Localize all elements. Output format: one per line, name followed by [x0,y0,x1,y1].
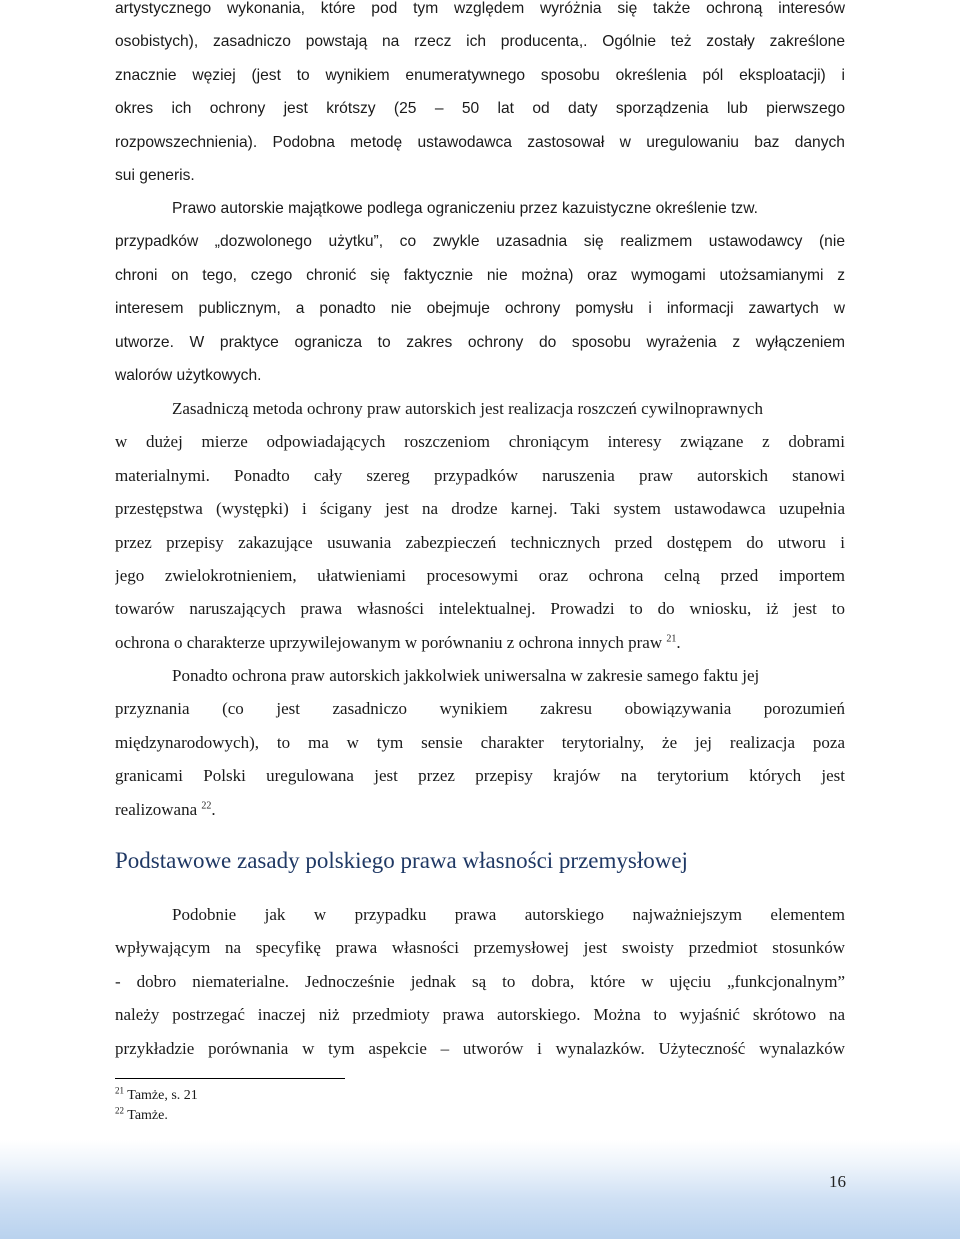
text-fragment: ochrona o charakterze uprzywilejowanym w porównaniu z ochrona innych praw [115,632,663,652]
text-line: przypadków „dozwolonego użytku”, co zwykle uzasadnia się realizmem ustawodawcy (nie [115,233,845,251]
text-line: granicami Polski uregulowana jest przez przepisy krajów na terytorium których jest [115,766,845,786]
footnote-21 [115,1086,198,1106]
text-line: interesem publicznym, a ponadto nie obejmuje ochrony pomysłu i informacji zawartych w [115,300,845,318]
text-line: - dobro niematerialne. Jednocześnie jednak są to dobra, które w ujęciu „funkcjonalnym” [115,971,845,991]
paragraph-1 [115,0,845,192]
text-line: chroni on tego, czego chronić się faktycznie nie można) oraz wymogami utożsamianymi z [115,266,845,284]
paragraph-4 [115,659,845,826]
paragraph-2 [115,192,845,392]
text-line: walorów użytkowych. [115,366,262,384]
text-line: materialnymi. Ponadto cały szereg przypadków naruszenia praw autorskich stanowi [115,465,845,485]
text-line: w dużej mierze odpowiadających roszczeniom chroniącym interesy związane z dobrami [115,432,845,452]
text-line: znacznie węziej (jest to wynikiem enumeratywnego sposobu określenia pól eksploatacji) i [115,66,845,84]
text-line [115,626,845,659]
paragraph-3 [115,392,845,659]
footnote-ref-22[interactable]: 22 [201,799,212,811]
page-number: 16 [829,1172,846,1191]
text-fragment: . [676,632,681,652]
footnote-divider [115,1078,345,1079]
text-line: okres ich ochrony jest krótszy (25 – 50 lat od daty sporządzenia lub pierwszego [115,100,845,118]
footnote-number: 21 [115,1085,124,1096]
text-line: należy postrzegać inaczej niż przedmioty prawa autorskiego. Można to wyjaśnić skrótowo na [115,1005,845,1025]
text-line: sui generis. [115,166,195,184]
footnote-text: Tamże, s. 21 [127,1088,198,1103]
text-line: międzynarodowych), to ma w tym sensie charakter terytorialny, że jej realizacja poza [115,732,845,752]
footnote-22 [115,1106,198,1126]
footnotes [115,1086,198,1126]
text-line: rozpowszechnienia). Podobna metodę ustawodawca zastosował w uregulowaniu baz danych [115,133,845,151]
text-line: Podobnie jak w przypadku prawa autorskiego najważniejszym elementem [172,905,845,924]
paragraph-5 [115,898,845,1065]
text-line: osobistych), zasadniczo powstają na rzecz ich producenta,. Ogólnie też zostały zakreślone [115,33,845,51]
footnote-number: 22 [115,1105,124,1116]
text-line: przykładzie porównania w tym aspekcie – utworów i wynalazków. Użyteczność wynalazków [115,1038,845,1058]
footnote-text: Tamże. [127,1108,168,1123]
text-line: Prawo autorskie majątkowe podlega ograniczeniu przez kazuistyczne określenie tzw. [172,200,758,217]
text-line: przez przepisy zakazujące usuwania zabezpieczeń technicznych przed dostępem do utworu i [115,532,845,552]
text-line: towarów naruszających prawa własności intelektualnej. Prowadzi to do wniosku, iż jest to [115,599,845,619]
text-line: utworze. W praktyce ogranicza to zakres ochrony do sposobu wyrażenia z wyłączeniem [115,333,845,351]
text-line: wpływającym na specyfikę prawa własności przemysłowej jest swoisty przedmiot stosunków [115,938,845,958]
text-line: przestępstwa (występki) i ścigany jest na drodze karnej. Taki system ustawodawca uzupełnia [115,499,845,519]
text-line: Zasadniczą metoda ochrony praw autorskich jest realizacja roszczeń cywilnoprawnych [172,399,763,418]
text-line [115,793,845,826]
text-line: przyznania (co jest zasadniczo wynikiem zakresu obowiązywania porozumień [115,699,845,719]
footer-band [0,1140,960,1239]
text-line: jego zwielokrotnieniem, ułatwieniami procesowymi oraz ochrona celną przed importem [115,565,845,585]
text-fragment: realizowana [115,799,198,819]
footnote-ref-21[interactable]: 21 [666,633,677,645]
text-line: Ponadto ochrona praw autorskich jakkolwiek uniwersalna w zakresie samego faktu jej [172,666,760,685]
section-heading: Podstawowe zasady polskiego prawa własności przemysłowej [115,848,688,873]
text-fragment: . [211,799,216,819]
text-line: artystycznego wykonania, które pod tym względem wyróżnia się także ochroną interesów [115,0,845,17]
